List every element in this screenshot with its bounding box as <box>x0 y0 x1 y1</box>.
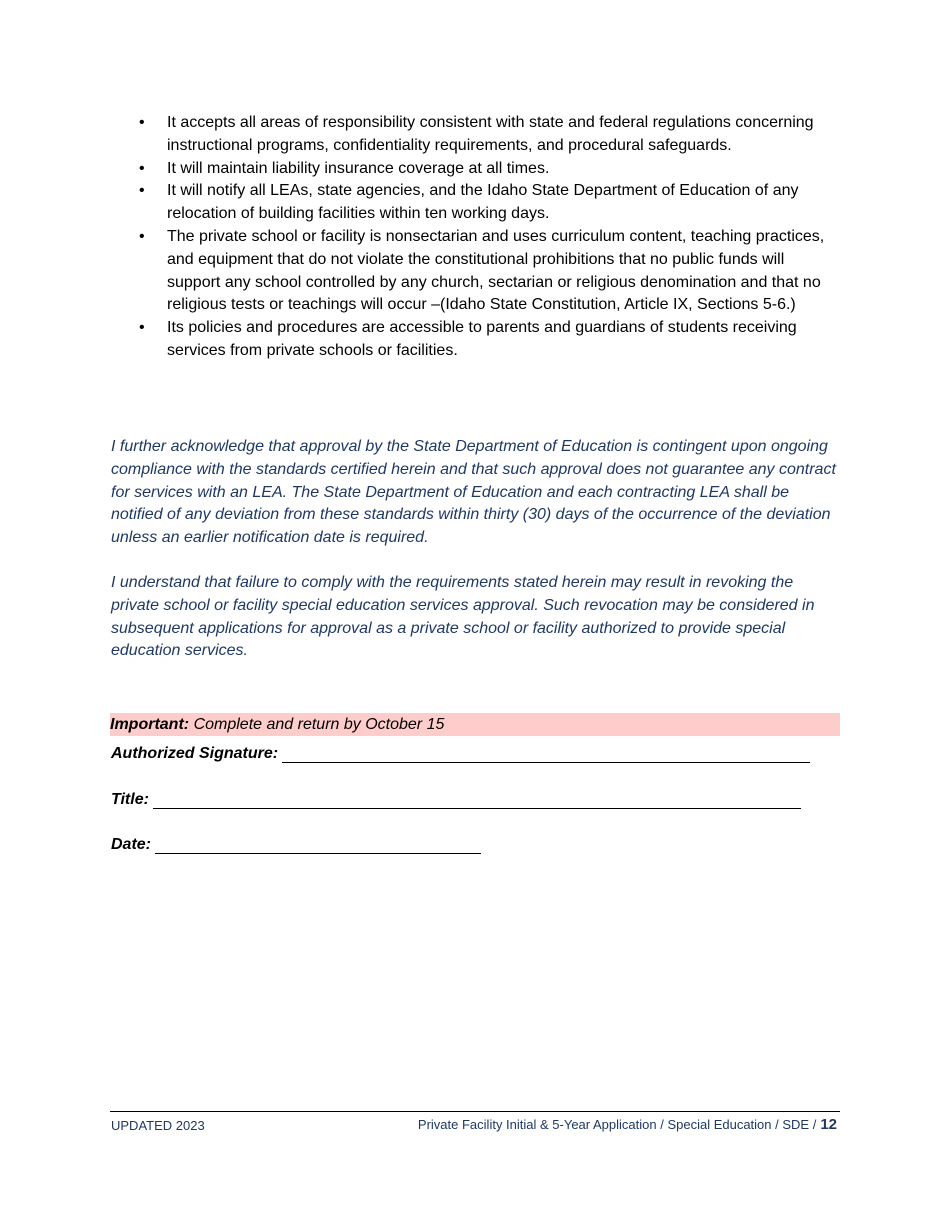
signature-label: Authorized Signature: <box>111 745 279 762</box>
title-field <box>111 791 801 809</box>
list-item-text: It will notify all LEAs, state agencies, and the Idaho State Department of Education of any relocation of building facilities within ten working days. <box>167 182 799 223</box>
list-item <box>111 180 841 226</box>
list-item <box>111 158 841 181</box>
date-field <box>111 836 481 854</box>
list-item-text: It will maintain liability insurance coverage at all times. <box>167 159 550 177</box>
signature-line[interactable] <box>282 748 810 763</box>
list-item <box>111 226 841 317</box>
title-line[interactable] <box>153 794 801 809</box>
bullet-icon: • <box>139 182 145 200</box>
list-item-text: The private school or facility is nonsectarian and uses curriculum content, teaching practices, and equipment that do not violate the constitutional prohibitions that no public funds will support any school controlled by any church, sectarian or religious denomination and that no religious tests or teachings will occur –(Idaho State Constitution, Article IX, Sections 5-6.) <box>167 227 825 314</box>
list-item <box>111 112 841 158</box>
bullet-icon: • <box>139 159 145 177</box>
requirements-list <box>111 112 841 363</box>
list-item-text: It accepts all areas of responsibility consistent with state and federal regulations concerning instructional programs, confidentiality requirements, and procedural safeguards. <box>167 114 814 154</box>
important-text: Complete and return by October 15 <box>193 716 445 733</box>
important-label: Important: <box>110 716 190 733</box>
footer-divider <box>110 1111 840 1112</box>
date-line[interactable] <box>155 839 481 854</box>
footer-updated: UPDATED 2023 <box>111 1118 205 1133</box>
list-item-text: Its policies and procedures are accessible to parents and guardians of students receiving services from private schools or facilities. <box>167 319 797 359</box>
acknowledgement-paragraph: I further acknowledge that approval by the State Department of Education is contingent upon ongoing compliance with the standards certified herein and that such approval does not guarantee any contract for services with an LEA. The State Department of Education and each contracting LEA shall be notified of any deviation from these standards within thirty (30) days of the occurrence of the deviation unless an earlier notification date is required. <box>111 438 836 547</box>
important-notice <box>110 713 840 736</box>
list-item <box>111 317 841 363</box>
date-label: Date: <box>111 836 152 853</box>
bullet-icon: • <box>139 319 145 337</box>
footer-document-info <box>418 1116 837 1133</box>
revocation-paragraph: I understand that failure to comply with the requirements stated herein may result in revoking the private school or facility special education services approval. Such revocation may be considered in subsequent applications for approval as a private school or facility authorized to provide special education services. <box>111 574 815 660</box>
signature-field <box>111 745 810 763</box>
page-number: 12 <box>820 1116 837 1133</box>
footer-document-title: Private Facility Initial & 5-Year Application / Special Education / SDE / <box>417 1117 817 1132</box>
bullet-icon: • <box>139 227 145 245</box>
bullet-icon: • <box>139 114 145 131</box>
title-label: Title: <box>111 791 149 808</box>
